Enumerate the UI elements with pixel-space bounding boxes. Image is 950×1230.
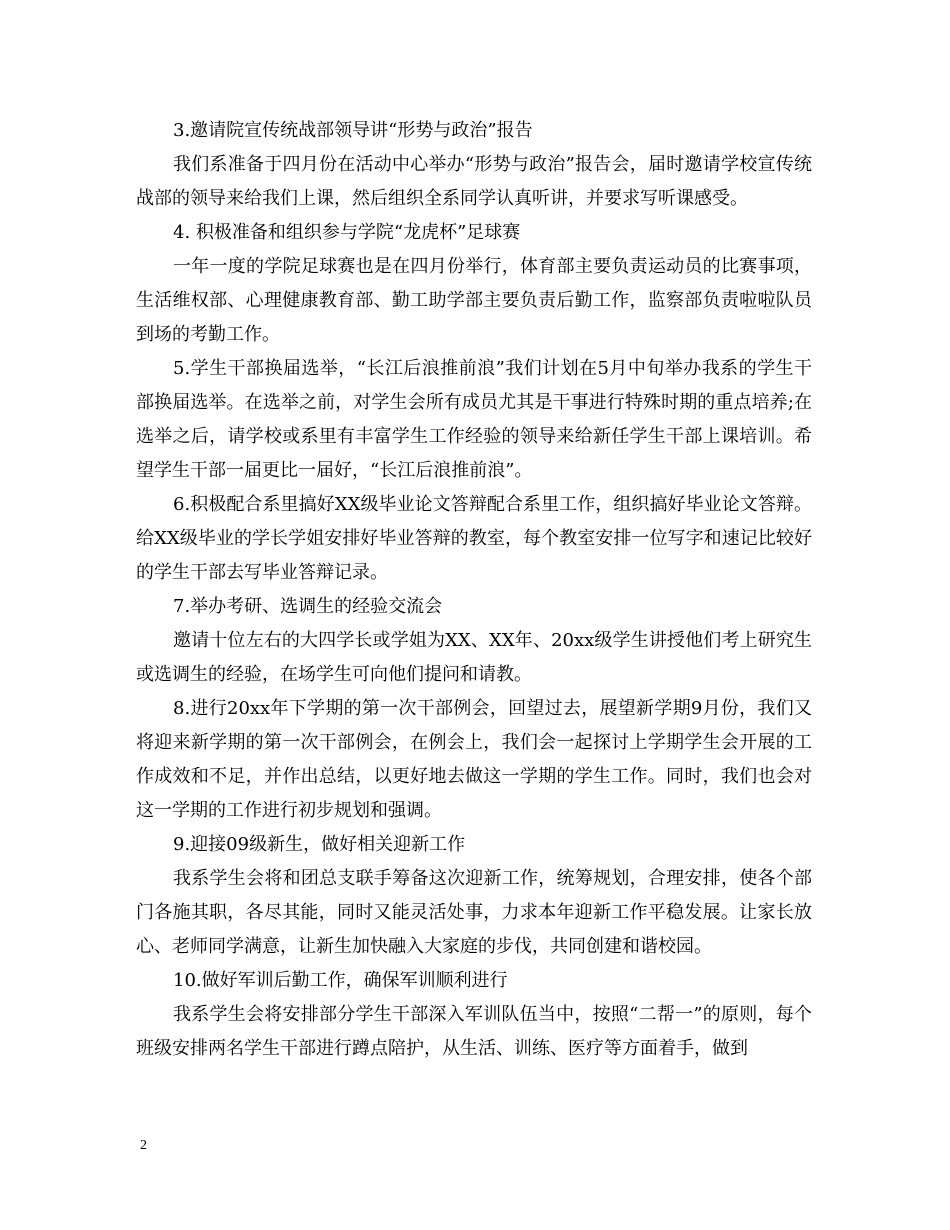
heading-item-7: 7.举办考研、选调生的经验交流会	[173, 596, 443, 617]
heading-item-3: 3.邀请院宣传统战部领导讲“形势与政治”报告	[173, 120, 533, 141]
paragraph-item-3: 我们系准备于四月份在活动中心举办“形势与政治”报告会，届时邀请学校宣传统战部的领导来给我们上课，然后组织全系同学认真听讲，并要求写听课感受。	[136, 154, 812, 209]
paragraph-item-5: 5.学生干部换届选举，“长江后浪推前浪”我们计划在5月中旬举办我系的学生干部换届选举。在选举之前，对学生会所有成员尤其是干事进行特殊时期的重点培养;在选举之后，请学校或系里有丰富学生工作经验的领导来给新任学生干部上课培训。希望学生干部一届更比一届好，“长江后浪推前浪”。	[136, 358, 812, 481]
paragraph-item-7: 邀请十位左右的大四学长或学姐为XX、XX年、20xx级学生讲授他们考上研究生或选调生的经验，在场学生可向他们提问和请教。	[136, 630, 812, 685]
heading-item-4: 4. 积极准备和组织参与学院“龙虎杯”足球赛	[173, 222, 521, 243]
heading-item-9: 9.迎接09级新生，做好相关迎新工作	[173, 834, 466, 855]
page-number: 2	[140, 1138, 147, 1153]
paragraph-item-4: 一年一度的学院足球赛也是在四月份举行，体育部主要负责运动员的比赛事项，生活维权部、心理健康教育部、勤工助学部主要负责后勤工作，监察部负责啦啦队员到场的考勤工作。	[136, 256, 812, 345]
heading-item-10: 10.做好军训后勤工作，确保军训顺利进行	[173, 970, 508, 991]
paragraph-item-10: 我系学生会将安排部分学生干部深入军训队伍当中，按照“二帮一”的原则，每个班级安排两名学生干部进行蹲点陪护，从生活、训练、医疗等方面着手，做到	[136, 1004, 812, 1059]
paragraph-item-6: 6.积极配合系里搞好XX级毕业论文答辩配合系里工作，组织搞好毕业论文答辩。给XX级毕业的学长学姐安排好毕业答辩的教室，每个教室安排一位写字和速记比较好的学生干部去写毕业答辩记录。	[136, 494, 812, 583]
paragraph-item-8: 8.进行20xx年下学期的第一次干部例会，回望过去，展望新学期9月份，我们又将迎来新学期的第一次干部例会，在例会上，我们会一起探讨上学期学生会开展的工作成效和不足，并作出总结，以更好地去做这一学期的学生工作。同时，我们也会对这一学期的工作进行初步规划和强调。	[136, 698, 812, 821]
paragraph-item-9: 我系学生会将和团总支联手筹备这次迎新工作，统筹规划，合理安排，使各个部门各施其职，各尽其能，同时又能灵活处事，力求本年迎新工作平稳发展。让家长放心、老师同学满意，让新生加快融入大家庭的步伐，共同创建和谐校园。	[136, 868, 812, 957]
document-body	[136, 114, 812, 1066]
